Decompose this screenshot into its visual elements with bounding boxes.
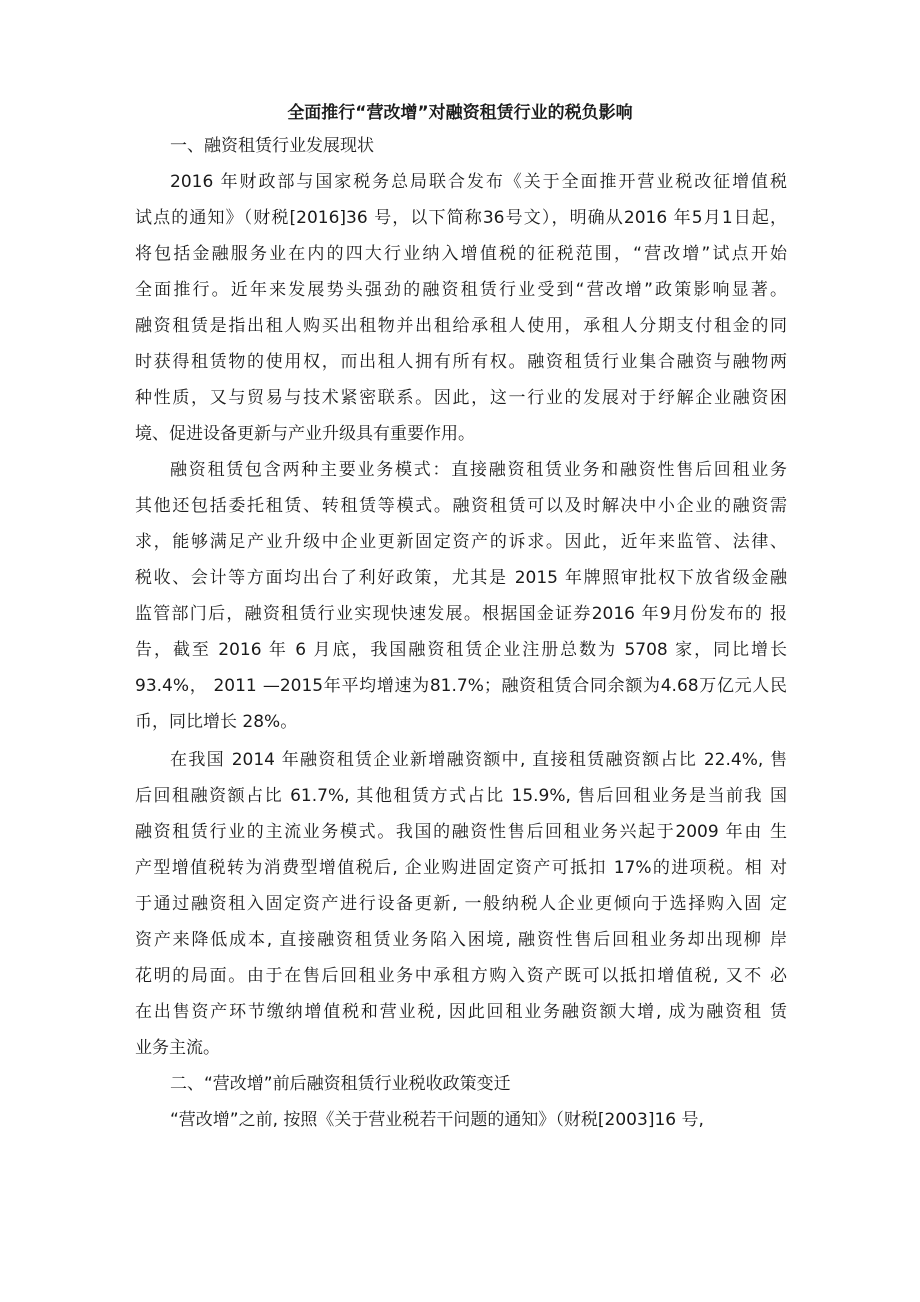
paragraph-line: 境、促进设备更新与产业升级具有重要作用。	[135, 424, 475, 444]
paragraph-line: 试点的通知》（财税[2016]36 号，以下简称36号文），明确从2016 年5月1日起，	[135, 208, 787, 228]
paragraph-line: 全面推行。近年来发展势头强劲的融资租赁行业受到“营改增”政策影响显著。	[135, 280, 787, 300]
paragraph-line: 业务主流。	[135, 1038, 220, 1058]
paragraph-line: “营改增”之前, 按照《关于营业税若干问题的通知》（财税[2003]16 号,	[170, 1110, 704, 1130]
paragraph-line: 时获得租赁物的使用权，而出租人拥有所有权。融资租赁行业集合融资与融物两	[135, 352, 787, 372]
paragraph-line: 产型增值税转为消费型增值税后, 企业购进固定资产可抵扣 17%的进项税。相 对	[135, 858, 787, 878]
paragraph-line: 在出售资产环节缴纳增值税和营业税, 因此回租业务融资额大增, 成为融资租 赁	[135, 1002, 787, 1022]
paragraph-line: 93.4%， 2011 —2015年平均增速为81.7%；融资租赁合同余额为4.68万亿元人民	[135, 676, 787, 696]
paragraph-line: 后回租融资额占比 61.7%, 其他租赁方式占比 15.9%, 售后回租业务是当前我 国	[135, 786, 787, 806]
paragraph-line: 资产来降低成本, 直接融资租赁业务陷入困境, 融资性售后回租业务却出现柳 岸	[135, 930, 787, 950]
paragraph-line: 2016 年财政部与国家税务总局联合发布《关于全面推开营业税改征增值税	[170, 172, 787, 192]
paragraph-line: 在我国 2014 年融资租赁企业新增融资额中, 直接租赁融资额占比 22.4%, 售	[170, 750, 787, 770]
paragraph-line: 将包括金融服务业在内的四大行业纳入增值税的征税范围，“营改增”试点开始	[135, 244, 787, 264]
paragraph-line: 融资租赁包含两种主要业务模式：直接融资租赁业务和融资性售后回租业务	[170, 460, 787, 480]
paragraph-line: 税收、会计等方面均出台了利好政策，尤其是 2015 年牌照审批权下放省级金融	[135, 568, 787, 588]
paragraph-line: 种性质，又与贸易与技术紧密联系。因此，这一行业的发展对于纾解企业融资困	[135, 388, 787, 408]
section-heading: 一、融资租赁行业发展现状	[170, 136, 374, 156]
section-heading: 二、“营改增”前后融资租赁行业税收政策变迁	[170, 1074, 511, 1094]
document-title: 全面推行“营改增”对融资租赁行业的税负影响	[287, 103, 633, 123]
paragraph-line: 花明的局面。由于在售后回租业务中承租方购入资产既可以抵扣增值税, 又不 必	[135, 966, 787, 986]
paragraph-line: 监管部门后，融资租赁行业实现快速发展。根据国金证券2016 年9月份发布的 报	[135, 604, 787, 624]
paragraph-line: 于通过融资租入固定资产进行设备更新, 一般纳税人企业更倾向于选择购入固 定	[135, 894, 787, 914]
paragraph-line: 币，同比增长 28%。	[135, 712, 298, 732]
paragraph-line: 其他还包括委托租赁、转租赁等模式。融资租赁可以及时解决中小企业的融资需	[135, 496, 787, 516]
paragraph-line: 融资租赁行业的主流业务模式。我国的融资性售后回租业务兴起于2009 年由 生	[135, 822, 787, 842]
paragraph-line: 告，截至 2016 年 6 月底，我国融资租赁企业注册总数为 5708 家，同比增长	[135, 640, 787, 660]
paragraph-line: 融资租赁是指出租人购买出租物并出租给承租人使用，承租人分期支付租金的同	[135, 316, 787, 336]
paragraph-line: 求，能够满足产业升级中企业更新固定资产的诉求。因此，近年来监管、法律、	[135, 532, 787, 552]
